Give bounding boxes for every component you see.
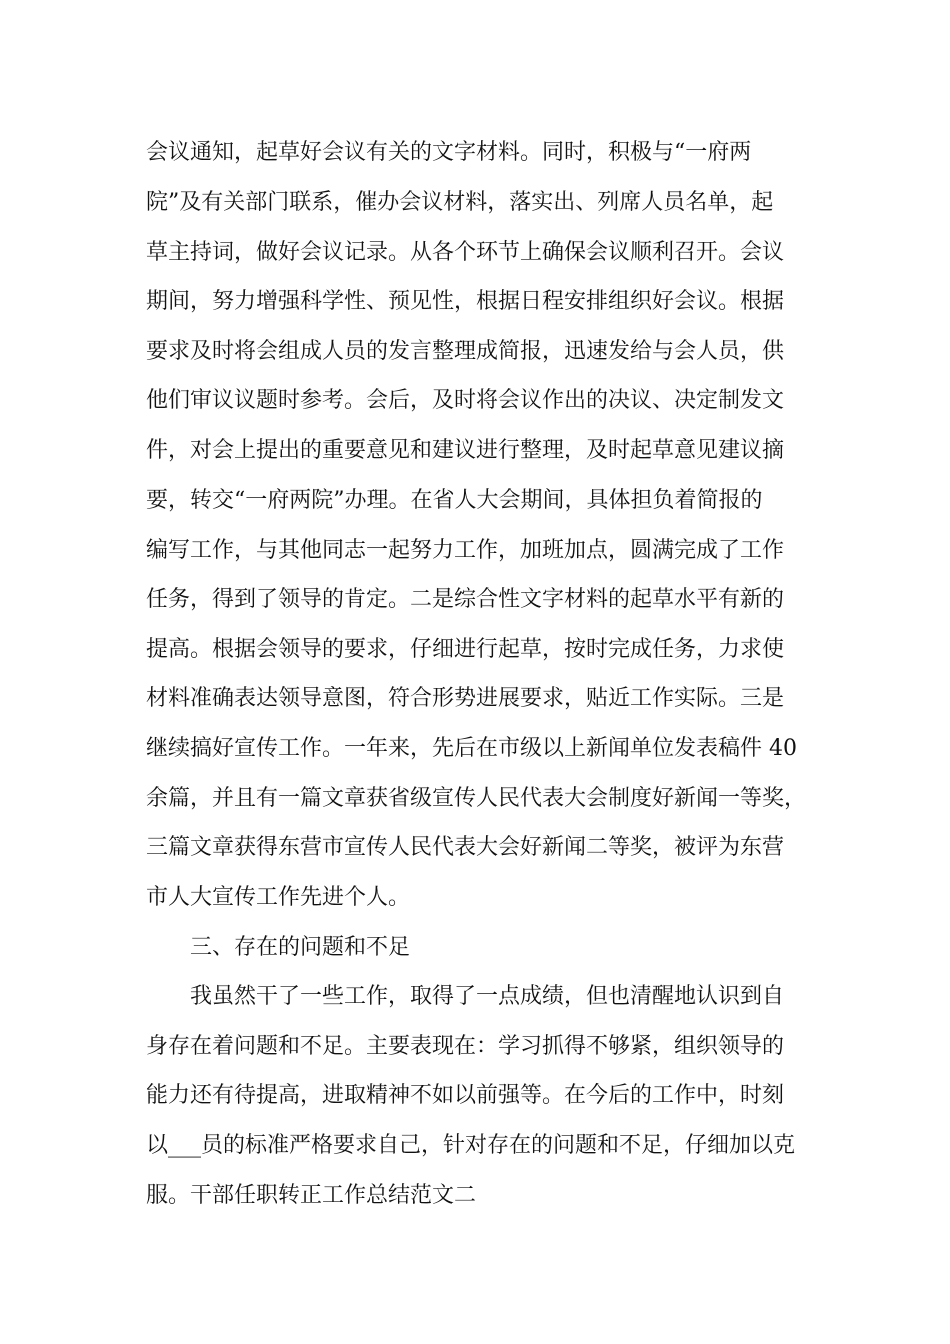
text-line: 身存在着问题和不足。主要表现在：学习抓得不够紧，组织领导的 [146,1034,785,1059]
text-line: 服。干部任职转正工作总结范文二 [146,1183,477,1208]
text-line: 会议通知，起草好会议有关的文字材料。同时，积极与“一府两 [146,140,752,165]
text-line: 材料准确表达领导意图，符合形势进展要求，贴近工作实际。三是 [146,686,785,711]
text-line: 他们审议议题时参考。会后，及时将会议作出的决议、决定制发文 [146,388,785,413]
text-line: 以___员的标准严格要求自己，针对存在的问题和不足，仔细加以克 [146,1133,796,1158]
text-line: 任务，得到了领导的肯定。二是综合性文字材料的起草水平有新的 [146,587,785,612]
text-line: 余篇，并且有一篇文章获省级宣传人民代表大会制度好新闻一等奖， [146,786,807,811]
text-line: 编写工作，与其他同志一起努力工作，加班加点，圆满完成了工作 [146,538,785,563]
text-line: 要求及时将会组成人员的发言整理成简报，迅速发给与会人员，供 [146,339,785,364]
text-line: 件，对会上提出的重要意见和建议进行整理，及时起草意见建议摘 [146,438,785,463]
text-line: 要，转交“一府两院”办理。在省人大会期间，具体担负着简报的 [146,488,763,513]
text-line: 继续搞好宣传工作。一年来，先后在市级以上新闻单位发表稿件 40 [146,736,797,761]
text-line: 三篇文章获得东营市宣传人民代表大会好新闻二等奖，被评为东营 [146,835,785,860]
text-line: 院”及有关部门联系，催办会议材料，落实出、列席人员名单，起 [146,190,774,215]
text-line: 期间，努力增强科学性、预见性，根据日程安排组织好会议。根据 [146,289,785,314]
text-line: 我虽然干了一些工作，取得了一点成绩，但也清醒地认识到自 [190,984,785,1009]
text-line: 市人大宣传工作先进个人。 [146,885,411,910]
text-line: 能力还有待提高，进取精神不如以前强等。在今后的工作中，时刻 [146,1083,785,1108]
section-heading: 三、存在的问题和不足 [190,935,411,960]
text-line: 提高。根据会领导的要求，仔细进行起草，按时完成任务，力求使 [146,637,785,662]
text-line: 草主持词，做好会议记录。从各个环节上确保会议顺利召开。会议 [146,240,785,265]
